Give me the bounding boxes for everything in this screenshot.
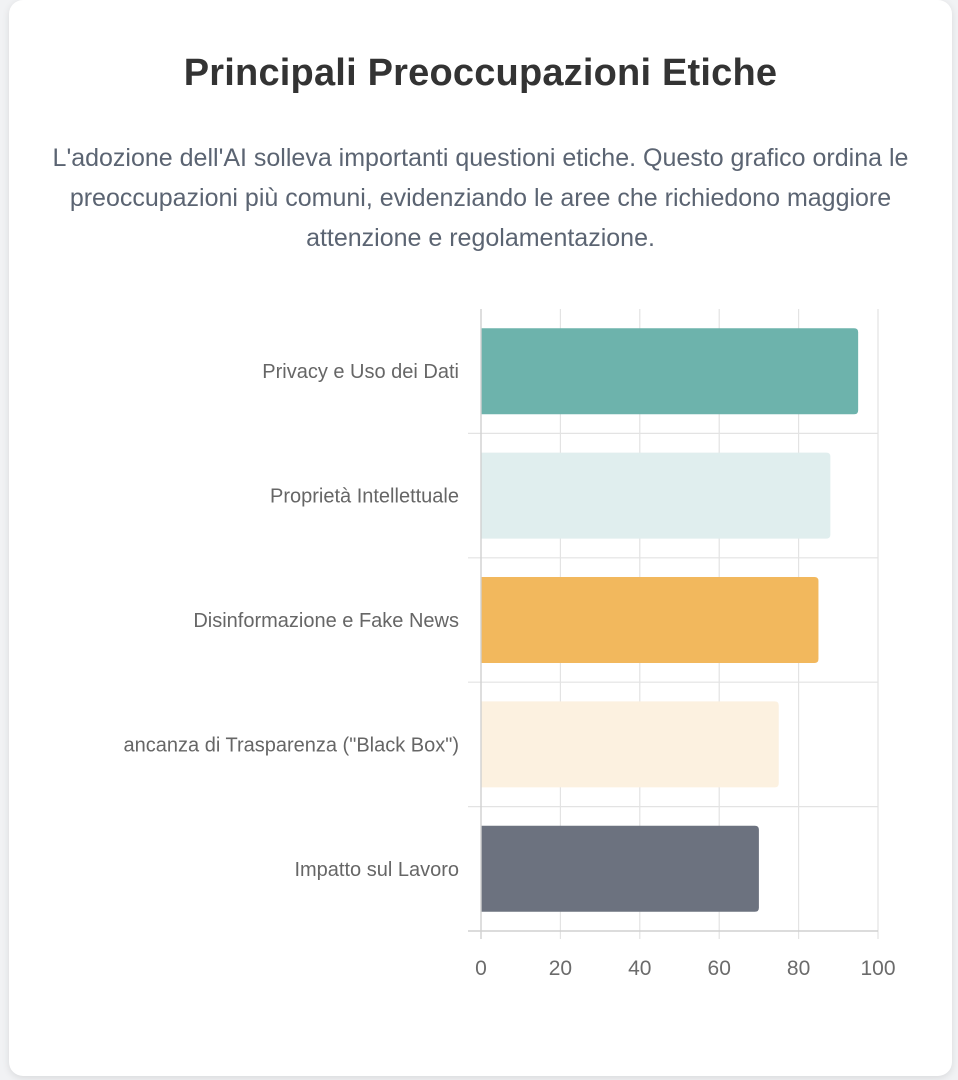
x-tick-label: 100 bbox=[860, 957, 896, 980]
chart-subtitle: L'adozione dell'AI solleva importanti questioni etiche. Questo grafico ordina le preoccupazioni più comuni, evidenziando le aree che richiedono maggiore attenzione e regolamentazione. bbox=[52, 144, 909, 252]
bar bbox=[481, 577, 818, 663]
bar bbox=[481, 453, 830, 539]
bar bbox=[481, 701, 779, 787]
x-tick-label: 60 bbox=[707, 957, 731, 980]
x-tick-label: 0 bbox=[475, 957, 487, 980]
chart-title: Principali Preoccupazioni Etiche bbox=[183, 52, 778, 94]
category-label: Privacy e Uso dei Dati bbox=[262, 361, 459, 384]
x-tick-label: 80 bbox=[786, 957, 811, 980]
x-tick-label: 20 bbox=[548, 957, 573, 980]
category-label: ancanza di Trasparenza ("Black Box") bbox=[123, 734, 459, 757]
x-tick-label: 40 bbox=[628, 957, 652, 980]
category-label: Disinformazione e Fake News bbox=[193, 610, 459, 632]
category-label: Impatto sul Lavoro bbox=[294, 858, 459, 881]
bar bbox=[481, 826, 759, 912]
category-label: Proprietà Intellettuale bbox=[269, 485, 459, 508]
bar bbox=[481, 328, 858, 414]
